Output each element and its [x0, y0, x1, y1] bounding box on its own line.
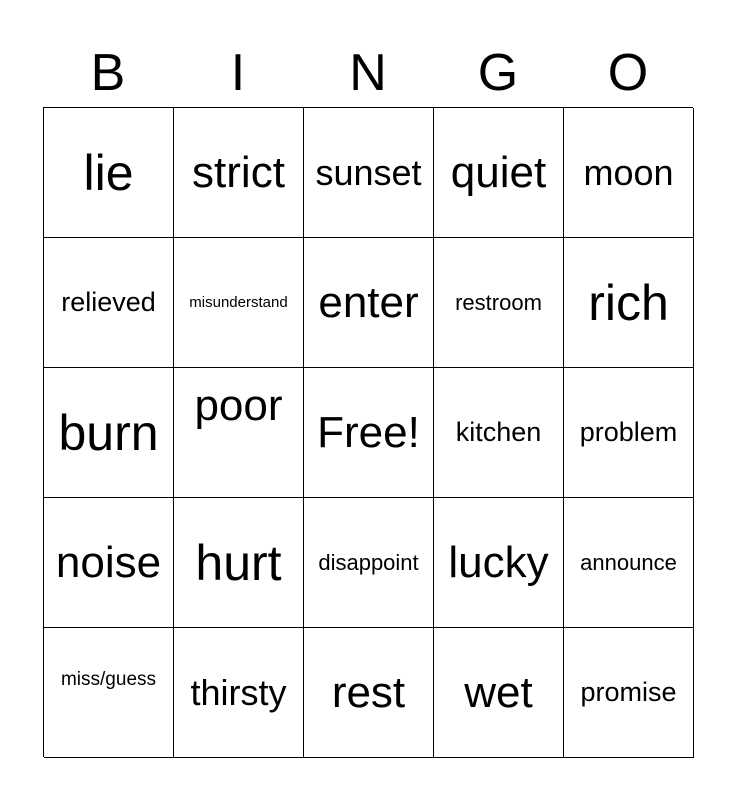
cell-word: strict — [192, 147, 285, 197]
free-space[interactable] — [304, 368, 434, 498]
cell-word: noise — [55, 537, 162, 587]
header-letter-b: B — [90, 44, 126, 102]
bingo-cell[interactable] — [174, 628, 304, 758]
bingo-cell[interactable] — [434, 498, 564, 628]
bingo-cell[interactable] — [174, 498, 304, 628]
cell-word: wet — [464, 667, 533, 717]
cell-word: moon — [583, 151, 674, 193]
bingo-cell[interactable] — [44, 628, 174, 758]
cell-word: problem — [579, 417, 678, 447]
bingo-cell[interactable] — [434, 628, 564, 758]
bingo-cell[interactable] — [434, 238, 564, 368]
bingo-cell[interactable] — [174, 368, 304, 498]
cell-word: lucky — [448, 537, 549, 587]
header-letter-n: N — [349, 44, 387, 102]
header-letter-o: O — [607, 44, 649, 102]
bingo-cell[interactable] — [174, 238, 304, 368]
cell-word: hurt — [195, 534, 282, 591]
cell-word: quiet — [450, 147, 547, 197]
cell-word: thirsty — [190, 671, 287, 713]
bingo-cell[interactable] — [564, 368, 694, 498]
bingo-cell[interactable] — [434, 108, 564, 238]
cell-word: burn — [58, 404, 159, 461]
cell-word: enter — [318, 277, 419, 327]
bingo-cell[interactable] — [564, 628, 694, 758]
bingo-cell[interactable] — [304, 498, 434, 628]
header-letter-g: G — [477, 44, 519, 102]
header-letter-i: I — [230, 44, 246, 102]
cell-word: disappoint — [318, 549, 419, 575]
bingo-board — [43, 107, 693, 757]
bingo-cell[interactable] — [564, 498, 694, 628]
bingo-cell[interactable] — [564, 238, 694, 368]
bingo-cell[interactable] — [174, 108, 304, 238]
bingo-cell[interactable] — [304, 108, 434, 238]
cell-word: sunset — [315, 151, 422, 193]
cell-word: relieved — [61, 287, 156, 317]
bingo-cell[interactable] — [44, 368, 174, 498]
cell-word: rich — [588, 274, 669, 331]
bingo-cell[interactable] — [44, 238, 174, 368]
bingo-cell[interactable] — [44, 498, 174, 628]
bingo-cell[interactable] — [434, 368, 564, 498]
cell-word: restroom — [455, 289, 542, 315]
bingo-cell[interactable] — [304, 238, 434, 368]
cell-word: poor — [194, 381, 283, 430]
cell-word: announce — [580, 549, 677, 575]
bingo-cell[interactable] — [304, 628, 434, 758]
cell-word: miss/guess — [60, 669, 157, 690]
cell-word: misunderstand — [189, 294, 288, 311]
cell-word: kitchen — [455, 417, 542, 447]
cell-word: promise — [580, 677, 677, 707]
cell-word: rest — [331, 667, 406, 717]
bingo-cell[interactable] — [564, 108, 694, 238]
bingo-header — [43, 38, 693, 108]
bingo-cell[interactable] — [44, 108, 174, 238]
free-space-label: Free! — [317, 407, 420, 457]
cell-word: lie — [83, 144, 134, 201]
